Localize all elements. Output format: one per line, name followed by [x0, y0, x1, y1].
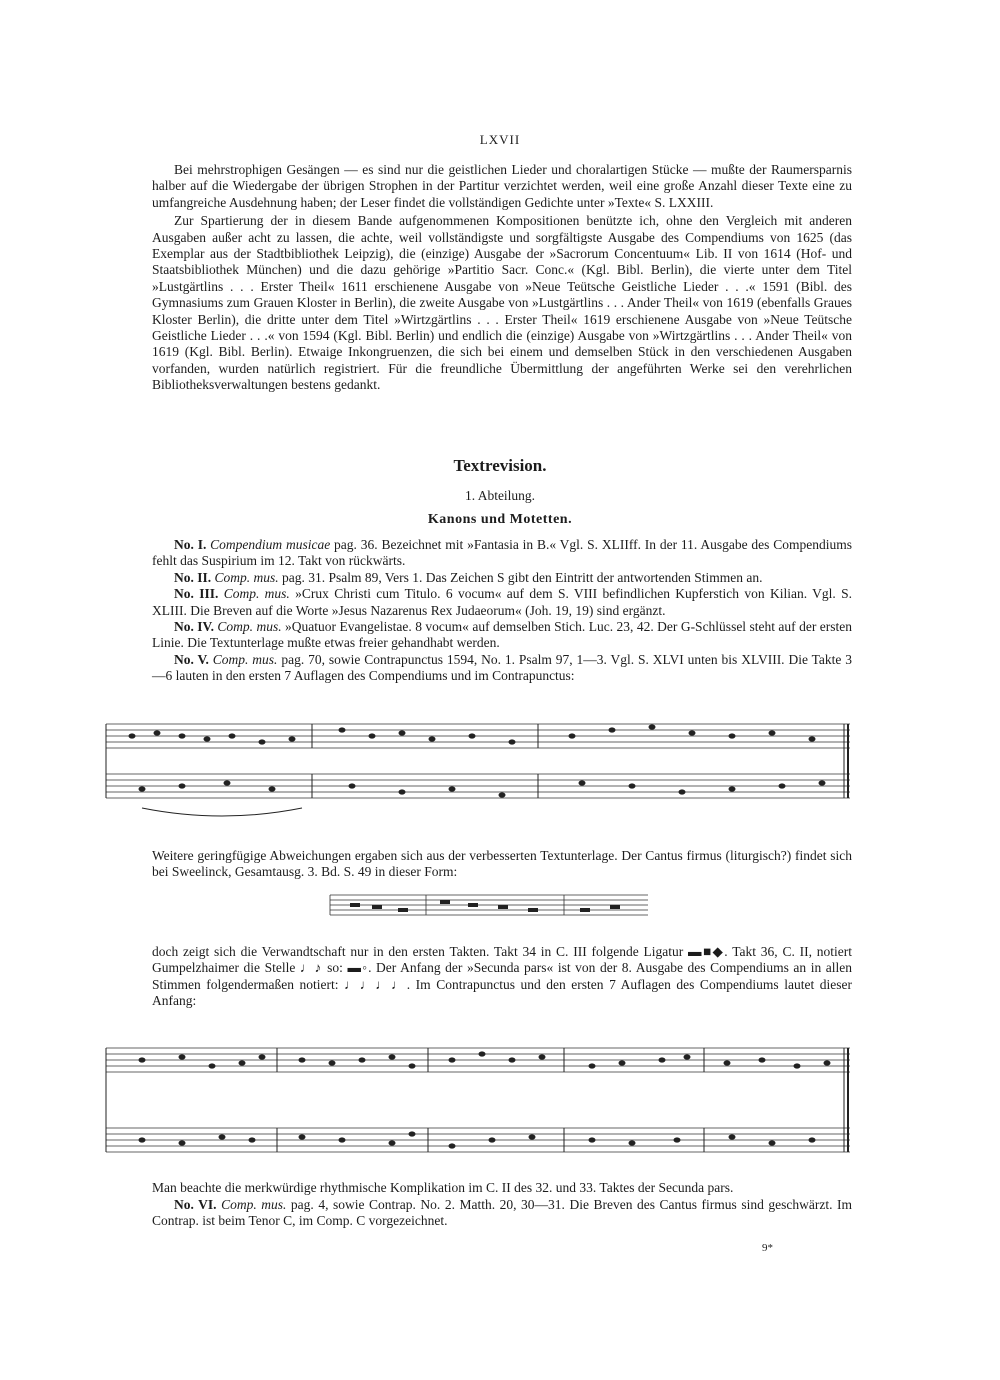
staff-2-lines: [106, 774, 850, 798]
entry-text: »Quatuor Evangelistae. 8 vocum« auf demselben Stich. Luc. 23, 42. Der G-Schlüssel steht auf der ersten Linie. Die Textunterlage mußte etwas freier gehandhabt werden.: [152, 619, 852, 651]
slur: [142, 808, 302, 816]
page-number: LXVII: [479, 132, 521, 147]
entry-text: pag. 70, sowie Contrapunctus 1594, No. 1. Psalm 97, 1—3. Vgl. S. XLVI unten bis XLVIII. Die Takte 3—6 lauten in den ersten 7 Auflagen des Compendiums und im Contrapunctus:: [152, 651, 852, 684]
text-part: . Takt 36, C. II, notiert Gumpelzhaimer die Stelle: [152, 944, 852, 976]
entry-3: [152, 586, 852, 619]
entry-2: [152, 570, 852, 586]
note-glyph: ▬◦: [347, 960, 369, 976]
note-glyph: ♩♩♩♩: [344, 976, 407, 992]
barlines: [106, 724, 848, 798]
staff-1-lines: [106, 1048, 850, 1072]
ligature-glyph: ▬■◆: [688, 944, 725, 959]
text-part: . Im Contrapunctus und den ersten 7 Auflagen des Compendiums lautet dieser Anfang:: [152, 976, 852, 1009]
entry-text: pag. 4, sowie Contrap. No. 2. Matth. 20, 30—31. Die Breven des Cantus firmus sind geschwärzt. Im Contrap. ist beim Tenor C, im Comp. C vorgezeichnet.: [152, 1197, 852, 1229]
intro-section: [152, 162, 852, 394]
entry-ref: Compendium musicae: [210, 537, 331, 552]
heading-textrevision: Textrevision.: [453, 456, 547, 475]
paragraph-after-example-2: [152, 944, 852, 1010]
intro-paragraph-2: Zur Spartierung der in diesem Bande aufgenommenen Kompositionen benützte ich, ohne den Vergleich mit anderen Ausgaben außer acht zu lassen, die achte, weil vollständigste und sorgfältigste Ausgabe des Compendiums von 1625 (das Exemplar aus der Stadtbibliothek Leipzig), die (einzige) Ausgabe der »Sacrorum Concentuum« Lib. II von 1614 (Hof- und Staatsbibliothek München) und die dazu gehörige »Partitio Sacr. Conc.« (Kgl. Bibl. Berlin), die vierte unter dem Titel »Lustgärtlins . . . Erster Theil« 1611 erschienene Ausgabe von »Neue Teütsche Geistliche Lieder . . .« 1591 (Bibl. des Gymnasiums zum Grauen Kloster in Berlin), die zweite Ausgabe von »Lustgärtlins . . . Ander Theil« von 1619 (ebenfalls Graues Kloster Berlin), die dritte unter dem Titel »Wirtzgärtlins . . . Erster Theil« 1619 erschienene Ausgabe von »Neue Teütsche Geistliche Lieder . . .« von 1594 (Kgl. Bibl. Berlin) und endlich die (einzige) Ausgabe von »Wirtzgärtlins . . . Ander Theil« von 1619 (Kgl. Bibl. Berlin). Etwaige Inkongruenzen, die sich bei einem und demselben Stück in den verschiedenen Ausgaben vorfanden, wurden natürlich registriert. Für die freundliche Übermittlung der angeführten Werke sei den verehrlichen Bibliotheksverwaltungen bestens gedankt.: [152, 213, 852, 393]
music-example-1: [102, 712, 852, 832]
entry-text: »Crux Christi cum Titulo. 6 vocum« auf dem S. VIII befindlichen Kupferstich von Kilian. Vgl. S. XLIII. Die Breven auf die Worte »Jesus Nazarenus Rex Judaeorum« (Joh. 19, 19) sind ergänzt.: [152, 586, 853, 618]
entry-number: No. V.: [174, 651, 209, 667]
note-glyph: ♩♪: [299, 960, 323, 976]
section-title: Kanons und Motetten.: [427, 512, 573, 527]
entry-number: No. I.: [174, 537, 207, 552]
entry-6-section: [152, 1197, 852, 1230]
entry-ref: Comp. mus.: [214, 569, 279, 585]
staff-2-lines: [106, 1128, 850, 1152]
entry-ref: Comp. mus.: [212, 651, 278, 667]
entry-text: pag. 36. Bezeichnet mit »Fantasia in B.« Vgl. S. XLIIff. In der 11. Ausgabe des Compendiums fehlt das Suspirium im 12. Takt von rückwärts.: [152, 537, 852, 569]
footnote-mark: 9*: [762, 1242, 773, 1254]
entry-4: [152, 619, 852, 652]
entry-number: No. III.: [174, 586, 219, 602]
subheading-abteilung: 1. Abteilung.: [464, 488, 536, 503]
entry-ref: Comp. mus.: [217, 619, 282, 635]
music-example-3: [102, 1030, 852, 1170]
text-part: . Der Anfang der »Secunda pars« ist von der 8. Ausgabe des Compendiums an in allen Stimmen folgendermaßen notiert:: [152, 960, 852, 992]
entry-number: No. IV.: [174, 619, 214, 635]
intro-paragraph-1: Bei mehrstrophigen Gesängen — es sind nur die geistlichen Lieder und choralartigen Stücke — mußte der Raumersparnis halber auf die Wiedergabe der übrigen Strophen in der Partitur verzichtet werden, weil eine große Anzahl dieser Texte eine zu umfangreiche Ausdehnung haben; der Leser findet die vollständigen Gedichte unter »Texte« S. LXXIII.: [152, 162, 852, 210]
entry-5: [152, 652, 852, 685]
music-example-2: [328, 892, 650, 920]
entry-ref: Comp. mus.: [223, 586, 290, 602]
text-part: so:: [322, 960, 348, 976]
notes: [129, 724, 826, 797]
text-part: doch zeigt sich die Verwandtschaft nur in den ersten Takten. Takt 34 in C. III folgende Ligatur: [152, 944, 689, 959]
entries-list: [152, 537, 852, 685]
staff-1-lines: [106, 724, 850, 748]
paragraph-after-example-3: Man beachte die merkwürdige rhythmische Komplikation im C. II des 32. und 33. Taktes der Secunda pars.: [152, 1180, 734, 1195]
entry-ref: Comp. mus.: [221, 1197, 287, 1212]
entry-1: [152, 537, 852, 570]
barlines: [106, 1048, 848, 1152]
paragraph-after-example-1: Weitere geringfügige Abweichungen ergaben sich aus der verbesserten Textunterlage. Der Cantus firmus (liturgisch?) findet sich bei Sweelinck, Gesamtausg. 3. Bd. S. 49 in dieser Form:: [152, 848, 852, 880]
entry-text: pag. 31. Psalm 89, Vers 1. Das Zeichen S gibt den Eintritt der antwortenden Stimmen an.: [278, 569, 763, 585]
entry-number: No. VI.: [174, 1197, 217, 1212]
entry-number: No. II.: [174, 569, 212, 585]
entry-6: [152, 1197, 852, 1230]
